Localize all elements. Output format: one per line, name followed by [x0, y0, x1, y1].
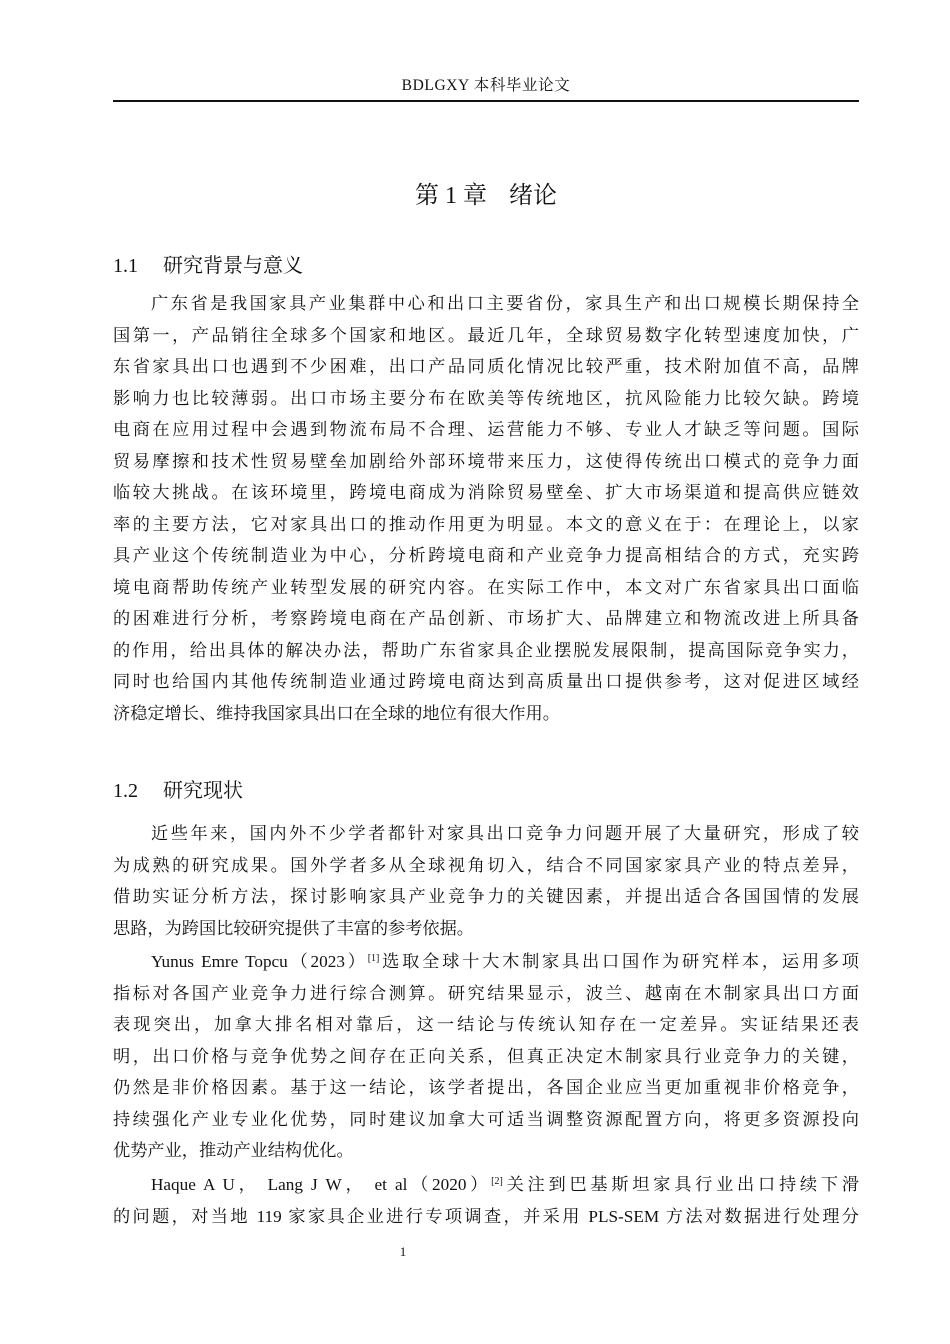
text-line: 明，出口价格与竞争优势之间存在正向关系，但真正决定木制家具行业竞争力的关键，: [113, 1046, 859, 1066]
text-line: 持续强化产业专业化优势，同时建议加拿大可适当调整资源配置方向，将更多资源投向: [113, 1109, 859, 1129]
paragraph-topcu: [113, 946, 859, 1167]
citation-author: Haque A U， Lang J W， et al（2020）: [151, 1175, 492, 1194]
paragraph-status-intro: [113, 818, 859, 944]
text-line: 优势产业，推动产业结构优化。: [113, 1141, 354, 1160]
chapter-number: 第 1 章: [415, 183, 487, 209]
section-title: 研究现状: [163, 780, 243, 802]
text-line: 思路，为跨国比较研究提供了丰富的参考依据。: [113, 918, 474, 938]
text-line: 的作用，给出具体的解决办法，帮助广东省家具企业摆脱发展限制，提高国际竞争实力，: [113, 640, 859, 660]
text-line: 东省家具出口也遇到不少困难，出口产品同质化情况比较严重，技术附加值不高，品牌: [113, 357, 859, 376]
text-line: [113, 946, 859, 978]
page-number: 1: [399, 1244, 407, 1259]
text-line: 国第一，产品销往全球多个国家和地区。最近几年，全球贸易数字化转型速度加快，广: [113, 325, 859, 345]
text-line: 具产业这个传统制造业为中心，分析跨境电商和产业竞争力提高相结合的方式，充实跨: [113, 546, 859, 565]
text-span: 选取全球十大木制家具出口国作为研究样本，运用多项: [379, 952, 859, 971]
section-heading-1-2: [113, 777, 243, 805]
text-line: 指标对各国产业竞争力进行综合测算。研究结果显示，波兰、越南在木制家具出口方面: [113, 983, 859, 1003]
citation-ref: [1]: [367, 953, 380, 964]
text-line: 近些年来，国内外不少学者都针对家具出口竞争力问题开展了大量研究，形成了较: [151, 824, 859, 843]
text-line: 电商在应用过程中会遇到物流布局不合理、运营能力不够、专业人才缺乏等问题。国际: [113, 420, 859, 439]
section-title: 研究背景与意义: [163, 255, 303, 277]
text-line: 表现突出，加拿大排名相对靠后，这一结论与传统认知存在一定差异。实证结果还表: [113, 1015, 859, 1034]
running-header: BDLGXY 本科毕业论文: [401, 77, 571, 94]
text-line: 临较大挑战。在该环境里，跨境电商成为消除贸易壁垒、扩大市场渠道和提高供应链效: [113, 483, 859, 502]
section-number: 1.1: [113, 255, 138, 277]
text-line: 为成熟的研究成果。国外学者多从全球视角切入，结合不同国家家具产业的特点差异，: [113, 855, 859, 875]
citation-ref: [2]: [491, 1176, 503, 1187]
text-line: 同时也给国内其他传统制造业通过跨境电商达到高质量出口提供参考，这对促进区域经: [113, 672, 859, 691]
text-line: 贸易摩擦和技术性贸易壁垒加剧给外部环境带来压力，这使得传统出口模式的竞争力面: [113, 451, 859, 471]
text-line: 率的主要方法，它对家具出口的推动作用更为明显。本文的意义在于：在理论上，以家: [113, 514, 859, 534]
text-line: [113, 1169, 859, 1201]
text-line: 的问题，对当地 119 家家具企业进行专项调查，并采用 PLS-SEM 方法对数据进行处理分: [113, 1206, 859, 1226]
text-line: 仍然是非价格因素。基于这一结论，该学者提出，各国企业应当更加重视非价格竞争，: [113, 1078, 859, 1097]
text-line: 的困难进行分析，考察跨境电商在产品创新、市场扩大、品牌建立和物流改进上所具备: [113, 609, 859, 628]
header-rule: [113, 100, 859, 102]
paragraph-haque: [113, 1169, 859, 1232]
chapter-name: 绪论: [509, 183, 557, 209]
citation-author: Yunus Emre Topcu（2023）: [151, 952, 368, 971]
text-line: 广东省是我国家具产业集群中心和出口主要省份，家具生产和出口规模长期保持全: [151, 294, 859, 313]
text-span: 关注到巴基斯坦家具行业出口持续下滑: [502, 1175, 859, 1194]
text-line: 借助实证分析方法，探讨影响家具产业竞争力的关键因素，并提出适合各国国情的发展: [113, 887, 859, 906]
text-line: 境电商帮助传统产业转型发展的研究内容。在实际工作中，本文对广东省家具出口面临: [113, 577, 859, 597]
section-heading-1-1: [113, 252, 303, 280]
text-line: 影响力也比较薄弱。出口市场主要分布在欧美等传统地区，抗风险能力比较欠缺。跨境: [113, 388, 859, 408]
section-number: 1.2: [113, 780, 138, 802]
text-line: 济稳定增长、维持我国家具出口在全球的地位有很大作用。: [113, 703, 560, 723]
chapter-title: [113, 180, 859, 212]
paragraph-background: [113, 288, 859, 729]
